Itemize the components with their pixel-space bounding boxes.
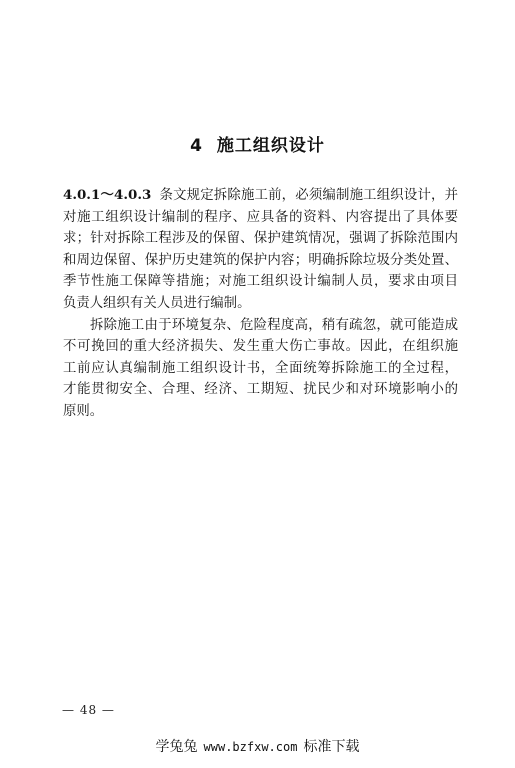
- chapter-heading: [0, 131, 515, 156]
- chapter-title-text: 施工组织设计: [216, 136, 325, 156]
- paragraph-2-line-3: 工前应认真编制施工组织设计书，全面统筹拆除施工的全过程，: [63, 360, 458, 376]
- chapter-number: 4: [190, 136, 203, 156]
- footer-url: www.bzfxw.com: [203, 740, 298, 754]
- paragraph-1-line-6: 负责人组织有关人员进行编制。: [63, 295, 251, 311]
- paragraph-1-line-5: 季节性施工保障等措施；对施工组织设计编制人员，要求由项目: [63, 274, 458, 290]
- paragraph-2-line-5: 原则。: [63, 403, 104, 419]
- paragraph-2-line-1: 拆除施工由于环境复杂、危险程度高，稍有疏忽，就可能造成: [90, 317, 458, 333]
- footer-tagline: 标准下载: [303, 739, 360, 755]
- clause-reference: 4.0.1～4.0.3: [63, 187, 152, 203]
- body-text: [63, 185, 458, 423]
- footer-site-name: 学兔兔: [155, 739, 198, 755]
- page-number: — 48 —: [62, 703, 115, 717]
- paragraph-2-line-4: 才能贯彻安全、合理、经济、工期短、扰民少和对环境影响小的: [63, 382, 458, 398]
- paragraph-2-line-2: 不可挽回的重大经济损失、发生重大伤亡事故。因此，在组织施: [63, 339, 458, 355]
- paragraph-1-line-4: 和周边保留、保护历史建筑的保护内容；明确拆除垃圾分类处置、: [63, 252, 458, 268]
- footer-watermark: [0, 736, 515, 756]
- paragraph-1-line-3: 求；针对拆除工程涉及的保留、保护建筑情况，强调了拆除范围内: [63, 231, 458, 247]
- paragraph-1-line-2: 对施工组织设计编制的程序、应具备的资料、内容提出了具体要: [63, 209, 458, 225]
- paragraph-1-line-1: 4.0.1～4.0.3 条文规定拆除施工前，必须编制施工组织设计，并: [63, 187, 458, 203]
